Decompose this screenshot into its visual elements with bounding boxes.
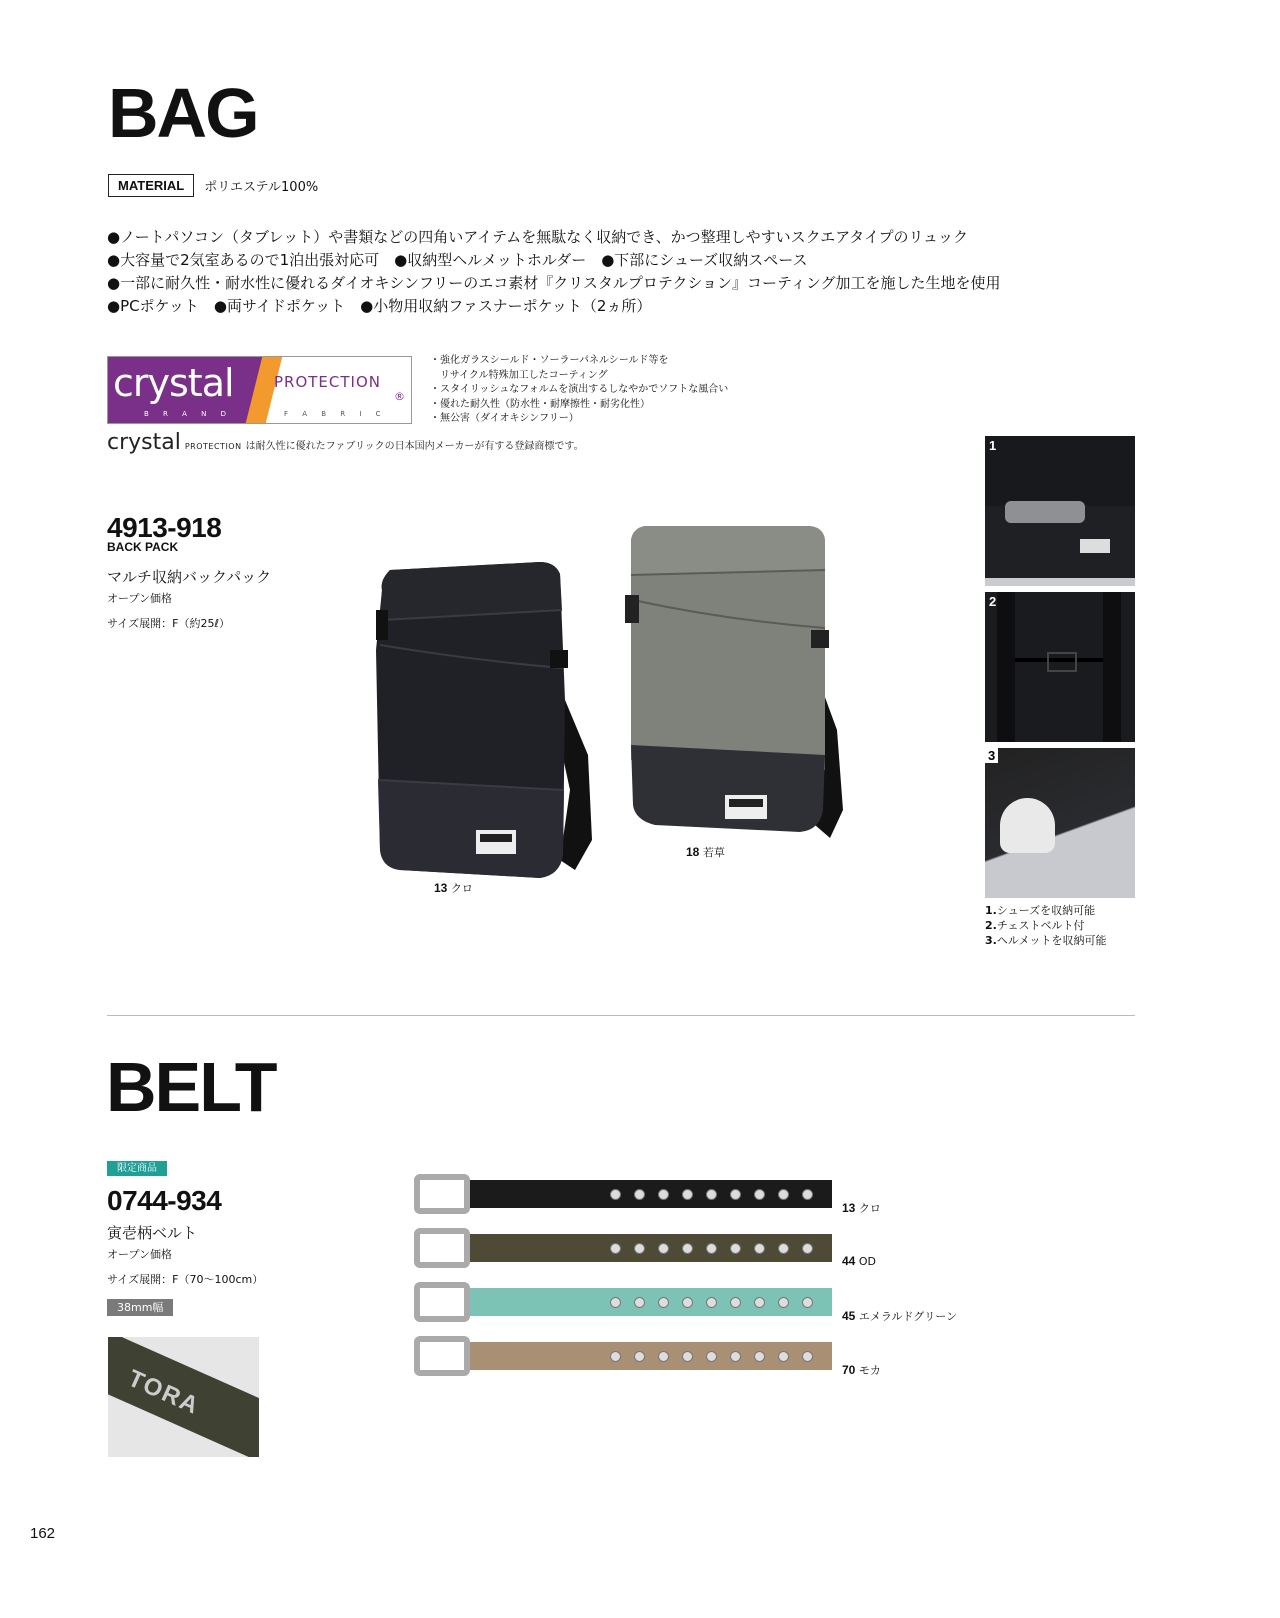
belt-color-num: 44 (842, 1254, 856, 1268)
caption-text: ヘルメットを収納可能 (996, 934, 1107, 947)
belt-hole (778, 1189, 789, 1200)
belt-hole (802, 1297, 813, 1308)
crystal-point: ・無公害（ダイオキシンフリー） (430, 413, 579, 424)
belt-hole (610, 1351, 621, 1362)
feature-line: ●ノートパソコン（タブレット）や書類などの四角いアイテムを無駄なく収納でき、かつ整理しやすいスクエアタイプのリュック (107, 228, 969, 246)
belt-hole (706, 1297, 717, 1308)
caption-num: 1. (985, 904, 997, 917)
crystal-logo-fabric: F A B R I C (284, 410, 387, 418)
belt-hole (682, 1351, 693, 1362)
belt-hole (730, 1189, 741, 1200)
crystal-logo-brand: B R A N D (144, 410, 232, 418)
belt-hole (634, 1243, 645, 1254)
color-label-black (434, 880, 473, 896)
belt-color-num: 13 (842, 1201, 856, 1215)
belt-color-label (842, 1200, 881, 1216)
belt-price: オープン価格 (107, 1248, 173, 1261)
belt-name: 寅壱柄ベルト (107, 1224, 198, 1242)
belt-color-name: エメラルドグリーン (858, 1310, 958, 1323)
belt-hole (754, 1297, 765, 1308)
belt-color-label (842, 1308, 957, 1324)
belt-size: サイズ展開：F（70〜100cm） (107, 1273, 264, 1286)
product-price: オープン価格 (107, 592, 173, 605)
feature-line: ●一部に耐久性・耐水性に優れるダイオキシンフリーのエコ素材『クリスタルプロテクション』コーティング加工を施した生地を使用 (107, 274, 1001, 292)
belt-hole (730, 1297, 741, 1308)
width-badge: 38mm幅 (107, 1299, 173, 1316)
trademark-note: は耐久性に優れたファブリックの日本国内メーカーが有する登録商標です。 (245, 441, 584, 452)
belt-hole (610, 1243, 621, 1254)
color-name: 若草 (702, 846, 725, 859)
material-row (108, 174, 318, 197)
belt-hole (706, 1243, 717, 1254)
belt-color-name: モカ (858, 1364, 881, 1377)
belt-hole (634, 1297, 645, 1308)
registered-icon: ® (394, 390, 405, 403)
thumb-bag-top (985, 436, 1135, 506)
crystal-point: ・スタイリッシュなフォルムを演出するしなやかでソフトな風合い (430, 384, 729, 395)
belt-closeup-logo: TORA (123, 1364, 204, 1421)
belt-hole (754, 1243, 765, 1254)
belt-color-name: クロ (858, 1202, 881, 1215)
product-code: 4913-918 (107, 512, 222, 543)
backpack-black-image (360, 550, 600, 880)
limited-badge: 限定商品 (107, 1161, 167, 1176)
belt-hole (682, 1297, 693, 1308)
belt-hole (658, 1351, 669, 1362)
crystal-points (430, 354, 728, 427)
belt-hole (706, 1189, 717, 1200)
caption-text: チェストベルト付 (996, 919, 1085, 932)
belt-strap (470, 1180, 832, 1208)
belt-hole (682, 1189, 693, 1200)
backpack-info (107, 514, 271, 631)
belt-color-label (842, 1254, 876, 1268)
thumb-number: 2 (989, 594, 997, 609)
color-name: クロ (450, 882, 473, 895)
thumb-number: 1 (989, 438, 997, 453)
belt-hole (658, 1297, 669, 1308)
trademark-note-row (107, 430, 584, 455)
belt-section-title: BELT (106, 1048, 276, 1126)
belt-hole (658, 1243, 669, 1254)
color-label-green (686, 844, 725, 860)
belt-hole (610, 1297, 621, 1308)
crystal-point: ・強化ガラスシールド・ソーラーパネルシールド等を (430, 355, 669, 366)
shoe-shape (1005, 501, 1085, 523)
belt-hole (730, 1243, 741, 1254)
color-num: 18 (686, 845, 700, 859)
detail-thumb-2 (985, 592, 1135, 742)
belt-buckle-icon (414, 1174, 470, 1214)
belt-hole (802, 1189, 813, 1200)
product-size: サイズ展開：F（約25ℓ） (107, 617, 230, 630)
backpack-green-image (615, 520, 855, 840)
belt-hole (802, 1243, 813, 1254)
crystal-point: リサイクル特殊加工したコーティング (430, 369, 608, 381)
belt-strap (470, 1342, 832, 1370)
crystal-logo-protection: PROTECTION (274, 373, 382, 391)
belt-hole (610, 1189, 621, 1200)
section-divider (107, 1015, 1135, 1016)
belt-info (107, 1156, 263, 1315)
product-name: マルチ収納バックパック (107, 568, 272, 586)
crystal-logo-word: crystal (113, 361, 234, 405)
belt-strap (470, 1288, 832, 1316)
feature-line: ●PCポケット ●両サイドポケット ●小物用収納ファスナーポケット（2ヵ所） (107, 297, 652, 315)
belt-hole (778, 1297, 789, 1308)
feature-line: ●大容量で2気室あるので1泊出張対応可 ●収納型ヘルメットホルダー ●下部にシューズ収納スペース (107, 251, 808, 269)
crystal-protection-logo (107, 356, 412, 424)
belt-hole (634, 1351, 645, 1362)
trademark-crystal-word: crystal (107, 430, 181, 455)
belt-hole (634, 1189, 645, 1200)
belt-color-label (842, 1362, 881, 1378)
trademark-protection-word: PROTECTION (184, 442, 242, 451)
bag-section-title: BAG (108, 74, 258, 152)
strap-left (997, 592, 1015, 742)
page-number: 162 (30, 1525, 56, 1542)
belt-buckle-icon (414, 1282, 470, 1322)
belt-color-num: 45 (842, 1309, 856, 1323)
product-type: BACK PACK (107, 540, 179, 554)
belt-hole (658, 1189, 669, 1200)
belt-buckle-icon (414, 1228, 470, 1268)
belt-hole (802, 1351, 813, 1362)
belt-hole (778, 1351, 789, 1362)
material-value: ポリエステル100% (204, 180, 319, 195)
belt-closeup-image (108, 1337, 259, 1457)
belt-hole (754, 1189, 765, 1200)
thumb-caption (985, 903, 1107, 918)
belt-hole (730, 1351, 741, 1362)
belt-hole (682, 1243, 693, 1254)
caption-text: シューズを収納可能 (996, 904, 1096, 917)
crystal-point: ・優れた耐久性（防水性・耐摩擦性・耐劣化性） (430, 398, 650, 410)
belt-color-name: OD (858, 1255, 876, 1268)
thumb-caption (985, 933, 1107, 948)
thumb-captions (985, 903, 1107, 948)
caption-num: 3. (985, 934, 997, 947)
tora-patch (1080, 539, 1110, 553)
feature-list (107, 226, 1001, 318)
belt-buckle-icon (414, 1336, 470, 1376)
thumb-number: 3 (985, 748, 998, 763)
detail-thumb-3 (985, 748, 1135, 898)
belt-hole (706, 1351, 717, 1362)
belt-strap (470, 1234, 832, 1262)
buckle-icon (1047, 652, 1077, 672)
color-num: 13 (434, 881, 448, 895)
helmet-shape (1000, 798, 1055, 853)
thumb-caption (985, 918, 1107, 933)
material-label: MATERIAL (108, 174, 194, 197)
belt-hole (778, 1243, 789, 1254)
belt-hole (754, 1351, 765, 1362)
detail-thumb-1 (985, 436, 1135, 586)
caption-num: 2. (985, 919, 997, 932)
belt-code: 0744-934 (107, 1185, 222, 1216)
belt-color-num: 70 (842, 1363, 856, 1377)
strap-right (1103, 592, 1121, 742)
